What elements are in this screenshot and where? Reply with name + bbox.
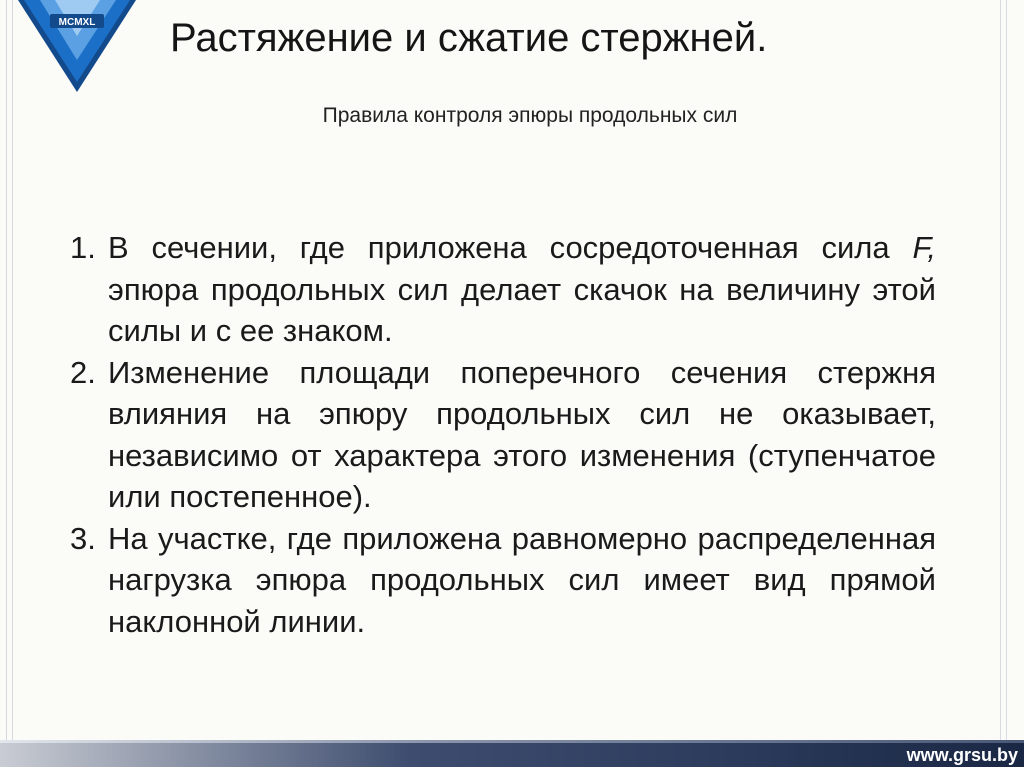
slide-subtitle: Правила контроля эпюры продольных сил	[322, 104, 738, 127]
rule-text: В сечении, где приложена сосредоточенная сила F, эпюра продольных сил делает скачок на величину этой силы и с ее знаком.	[108, 230, 936, 348]
rule-text: На участке, где приложена равномерно распределенная нагрузка эпюра продольных сил имеет вид прямой наклонной линии.	[108, 520, 936, 639]
rule-number: 2.	[70, 354, 96, 390]
rule-text: Изменение площади поперечного сечения стержня влияния на эпюру продольных сил не оказывает, независимо от характера этого изменения (ступенчатое или постепенное).	[108, 354, 936, 514]
university-logo	[0, 0, 140, 95]
footer-url: www.grsu.by	[906, 745, 1018, 765]
rule-number: 3.	[70, 520, 96, 556]
rule-number: 1.	[70, 230, 96, 265]
rules-list	[70, 227, 936, 642]
footer-bar	[0, 743, 1024, 767]
rule-item	[70, 518, 936, 643]
rule-item	[70, 352, 936, 518]
rule-item	[70, 227, 936, 352]
logo-text: MCMXL	[58, 17, 96, 28]
slide-title: Растяжение и сжатие стержней.	[170, 16, 768, 60]
force-symbol: F,	[912, 230, 936, 265]
